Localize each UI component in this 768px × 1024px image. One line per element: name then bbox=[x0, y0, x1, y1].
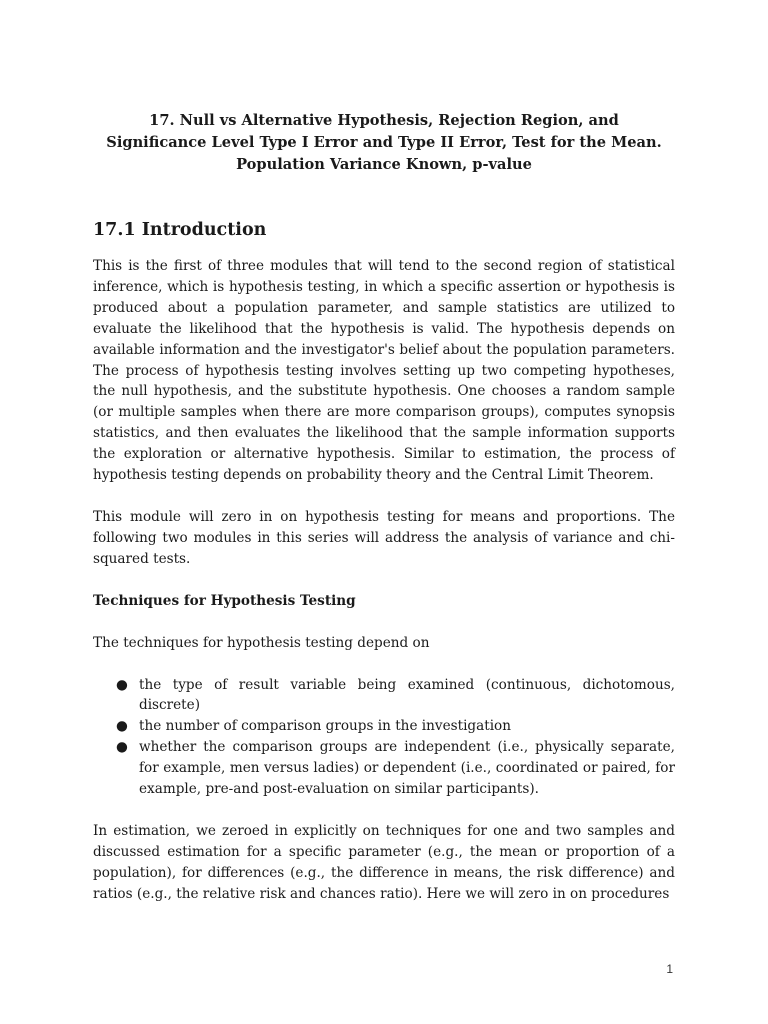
list-item-text: the type of result variable being examined (continuous, dichotomous, discrete) bbox=[139, 676, 675, 714]
techniques-list bbox=[93, 675, 675, 800]
section-heading: 17.1 Introduction bbox=[93, 220, 267, 240]
bullet-icon: ● bbox=[116, 676, 128, 693]
list-item-text: whether the comparison groups are independent (i.e., physically separate, for example, men versus ladies) or dependent (i.e., coordinated or paired, for example, pre-and post-evaluation on similar participants). bbox=[139, 739, 675, 798]
list-item bbox=[116, 675, 675, 717]
list-intro: The techniques for hypothesis testing depend on bbox=[93, 634, 430, 651]
list-item bbox=[116, 716, 675, 737]
module-scope-paragraph: This module will zero in on hypothesis testing for means and proportions. The following two modules in this series will address the analysis of variance and chi-squared tests. bbox=[93, 508, 675, 567]
techniques-subheading: Techniques for Hypothesis Testing bbox=[93, 592, 356, 609]
intro-paragraph: This is the first of three modules that will tend to the second region of statistical inference, which is hypothesis testing, in which a specific assertion or hypothesis is produced about a population parameter, and sample statistics are utilized to evaluate the likelihood that the hypothesis is valid. The hypothesis depends on available information and the investigator's belief about the population parameters. The process of hypothesis testing involves setting up two competing hypotheses, the null hypothesis, and the substitute hypothesis. One chooses a random sample (or multiple samples when there are more comparison groups), computes synopsis statistics, and then evaluates the likelihood that the sample information supports the exploration or alternative hypothesis. Similar to estimation, the process of hypothesis testing depends on probability theory and the Central Limit Theorem. bbox=[93, 258, 675, 484]
document-page bbox=[93, 110, 675, 926]
list-item bbox=[116, 737, 675, 800]
list-item-text: the number of comparison groups in the investigation bbox=[139, 718, 511, 735]
page-number: 1 bbox=[666, 962, 673, 976]
bullet-icon: ● bbox=[116, 739, 128, 756]
document-title: 17. Null vs Alternative Hypothesis, Rejection Region, and Significance Level Type I Error and Type II Error, Test for the Mean. Population Variance Known, p-value bbox=[106, 112, 662, 173]
estimation-paragraph: In estimation, we zeroed in explicitly on techniques for one and two samples and discussed estimation for a specific parameter (e.g., the mean or proportion of a population), for differences (e.g., the difference in means, the risk difference) and ratios (e.g., the relative risk and chances ratio). Here we will zero in on procedures bbox=[93, 822, 675, 902]
bullet-icon: ● bbox=[116, 718, 128, 735]
